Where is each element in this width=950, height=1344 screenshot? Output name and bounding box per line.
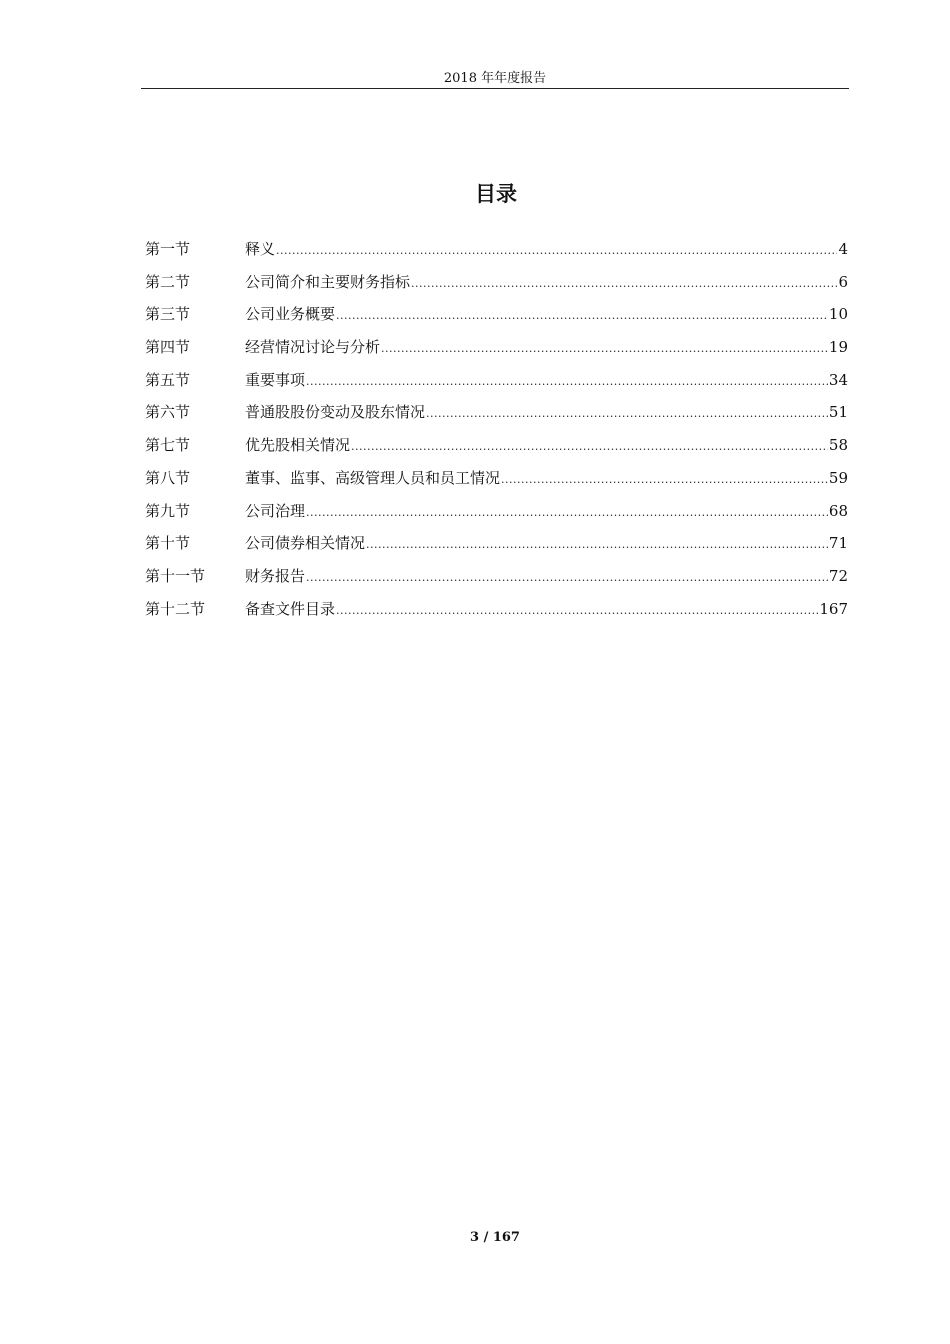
toc-page-number: 167: [819, 599, 848, 618]
toc-leader-dots: [381, 337, 828, 361]
toc-entry-link[interactable]: [245, 335, 848, 361]
toc-title: 目录: [475, 181, 517, 206]
toc-leader-dots: [366, 533, 828, 557]
page-header-title: 2018 年年度报告: [443, 71, 547, 86]
toc-page-number: 68: [828, 501, 848, 520]
toc-section-number: 第十一节: [145, 566, 206, 585]
toc-section-number: 第七节: [145, 436, 191, 455]
toc-entry-link[interactable]: [245, 270, 848, 296]
toc-page-number: 58: [828, 436, 848, 455]
toc-section-number: 第三节: [145, 305, 191, 324]
toc-row: [145, 564, 848, 597]
toc-page-number: 4: [838, 240, 848, 258]
toc-section-number: 第十二节: [145, 599, 206, 618]
toc-leader-dots: [306, 566, 828, 590]
toc-entry-link[interactable]: [245, 400, 848, 426]
header-divider: [141, 88, 849, 89]
toc-entry-link[interactable]: [245, 597, 848, 623]
toc-section-number: 第六节: [145, 403, 191, 422]
toc-row: [145, 400, 848, 433]
toc-section-number: 第五节: [145, 370, 191, 389]
toc-entry-title: 公司业务概要: [245, 305, 336, 324]
toc-page-number: 59: [828, 468, 848, 487]
toc-page-number: 71: [828, 534, 848, 553]
toc-entry-title: 重要事项: [245, 370, 306, 389]
toc-leader-dots: [336, 599, 818, 623]
toc-row: [145, 499, 848, 532]
toc-entry-link[interactable]: [245, 531, 848, 557]
toc-leader-dots: [426, 402, 828, 426]
toc-leader-dots: [336, 304, 828, 328]
toc-entry-title: 释义: [245, 240, 276, 258]
toc-entry-title: 普通股股份变动及股东情况: [245, 403, 426, 422]
toc-row: [145, 597, 848, 630]
toc-entry-link[interactable]: [245, 433, 848, 459]
toc-leader-dots: [306, 370, 828, 394]
toc-row: [145, 531, 848, 564]
toc-entry-title: 优先股相关情况: [245, 436, 351, 455]
toc-entry-title: 经营情况讨论与分析: [245, 338, 381, 357]
toc-page-number: 34: [828, 370, 848, 389]
toc-entry-link[interactable]: [245, 499, 848, 525]
toc-page-number: 10: [828, 305, 848, 324]
toc-leader-dots: [351, 435, 828, 459]
toc-row: [145, 270, 848, 303]
toc-leader-dots: [306, 501, 828, 525]
toc-section-number: 第十节: [145, 534, 191, 553]
toc-leader-dots: [276, 239, 837, 263]
toc-row: [145, 335, 848, 368]
toc-row: [145, 368, 848, 401]
toc-row: [145, 466, 848, 499]
toc-section-number: 第八节: [145, 468, 191, 487]
toc-entry-title: 公司治理: [245, 501, 306, 520]
toc-page-number: 19: [828, 338, 848, 357]
toc-page-number: 51: [828, 403, 848, 422]
toc-entry-link[interactable]: [245, 368, 848, 394]
toc-leader-dots: [501, 468, 828, 492]
toc-entry-title: 备查文件目录: [245, 599, 336, 618]
toc-row: [145, 433, 848, 466]
toc-entry-title: 公司债券相关情况: [245, 534, 366, 553]
toc-section-number: 第四节: [145, 338, 191, 357]
toc-entry-link[interactable]: [245, 237, 848, 263]
toc-entry-title: 财务报告: [245, 566, 306, 585]
toc-section-number: 第二节: [145, 272, 191, 291]
toc-section-number: 第九节: [145, 501, 191, 520]
toc-entry-title: 董事、监事、高级管理人员和员工情况: [245, 468, 501, 487]
toc-entry-link[interactable]: [245, 564, 848, 590]
toc-section-number: 第一节: [145, 240, 191, 258]
toc-page-number: 6: [838, 272, 848, 291]
toc-leader-dots: [411, 272, 837, 296]
table-of-contents: [145, 237, 848, 629]
toc-row: [145, 237, 848, 270]
page-number-indicator: 3 / 167: [470, 1230, 520, 1245]
toc-entry-link[interactable]: [245, 302, 848, 328]
toc-entry-link[interactable]: [245, 466, 848, 492]
toc-entry-title: 公司简介和主要财务指标: [245, 272, 411, 291]
toc-row: [145, 302, 848, 335]
toc-page-number: 72: [828, 566, 848, 585]
